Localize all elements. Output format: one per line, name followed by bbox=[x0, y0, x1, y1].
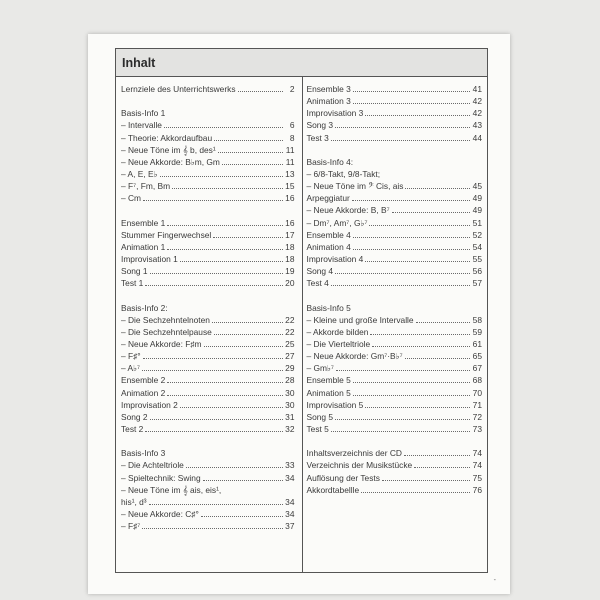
toc-title: Inhalt bbox=[122, 55, 156, 70]
dot-leader bbox=[353, 84, 470, 92]
toc-entry bbox=[121, 144, 295, 156]
dot-leader bbox=[145, 424, 282, 432]
toc-right-column bbox=[302, 77, 488, 572]
toc-entry-page: 44 bbox=[472, 132, 482, 143]
toc-entry bbox=[121, 241, 295, 253]
toc-entry bbox=[121, 192, 295, 204]
dot-leader bbox=[353, 388, 470, 396]
dot-leader bbox=[201, 509, 283, 517]
toc-entry bbox=[307, 241, 483, 253]
page-corner-mark: - bbox=[493, 577, 496, 584]
dot-leader bbox=[180, 400, 283, 408]
toc-entry-page: 34 bbox=[285, 508, 295, 519]
toc-entry-title: – 6/8-Takt, 9/8-Takt; bbox=[306, 168, 381, 179]
dot-leader bbox=[405, 351, 470, 359]
toc-columns bbox=[116, 77, 487, 572]
toc-entry-page: 59 bbox=[472, 326, 482, 337]
toc-entry-page: 11 bbox=[285, 144, 295, 155]
dot-leader bbox=[353, 375, 470, 383]
toc-entry-page: 67 bbox=[472, 363, 482, 374]
toc-entry-title: – Gm♭⁷ bbox=[306, 363, 334, 374]
toc-entry bbox=[121, 277, 295, 289]
toc-entry bbox=[121, 229, 295, 241]
dot-leader bbox=[365, 400, 470, 408]
toc-entry-page: 75 bbox=[472, 472, 482, 483]
toc-entry bbox=[307, 277, 483, 289]
toc-entry-title: Test 3 bbox=[306, 132, 329, 143]
toc-entry-page: 71 bbox=[472, 399, 482, 410]
dot-leader bbox=[335, 266, 470, 274]
dot-leader bbox=[335, 120, 470, 128]
dot-leader bbox=[167, 388, 282, 396]
toc-entry bbox=[307, 156, 483, 168]
toc-entry-page: 15 bbox=[285, 181, 295, 192]
toc-entry-title: Verzeichnis der Musikstücke bbox=[306, 460, 413, 471]
toc-entry-title: – Die Achteltriole bbox=[121, 460, 184, 471]
toc-entry-page: 11 bbox=[285, 156, 295, 167]
toc-entry bbox=[307, 192, 483, 204]
toc-entry bbox=[307, 95, 483, 107]
toc-entry bbox=[121, 168, 295, 180]
toc-entry bbox=[121, 374, 295, 386]
toc-entry-title: – Kleine und große Intervalle bbox=[306, 314, 414, 325]
toc-entry-page: 70 bbox=[472, 387, 482, 398]
toc-entry bbox=[121, 411, 295, 423]
toc-entry-title: – F⁷, Fm, Bm bbox=[121, 181, 171, 192]
toc-entry bbox=[307, 374, 483, 386]
toc-entry bbox=[307, 168, 483, 180]
toc-entry-title: Song 5 bbox=[306, 411, 334, 422]
toc-entry bbox=[307, 204, 483, 216]
toc-entry bbox=[307, 411, 483, 423]
toc-entry-title: – F♯⁷ bbox=[121, 521, 141, 532]
toc-entry bbox=[307, 387, 483, 399]
toc-entry-page: 34 bbox=[285, 472, 295, 483]
toc-entry-title: Test 1 bbox=[121, 278, 144, 289]
toc-entry-title: – Neue Akkorde: F♯m bbox=[121, 338, 202, 349]
toc-entry bbox=[121, 520, 295, 532]
toc-entry-page: 30 bbox=[285, 387, 295, 398]
toc-entry-page: 8 bbox=[289, 132, 295, 143]
toc-entry-title: – Neue Akkorde: C♯° bbox=[121, 508, 199, 519]
toc-entry bbox=[121, 362, 295, 374]
dot-leader bbox=[150, 412, 283, 420]
dot-leader bbox=[218, 145, 283, 153]
dot-leader bbox=[331, 133, 470, 141]
toc-entry-page: 37 bbox=[285, 521, 295, 532]
toc-entry bbox=[307, 180, 483, 192]
toc-entry bbox=[121, 472, 295, 484]
toc-entry-page: 20 bbox=[285, 278, 295, 289]
dot-leader bbox=[150, 266, 283, 274]
toc-entry-title: – Die Sechzehntelnoten bbox=[121, 314, 210, 325]
toc-entry-page: 49 bbox=[472, 193, 482, 204]
toc-entry-title: Animation 1 bbox=[121, 241, 166, 252]
toc-entry-page: 41 bbox=[472, 84, 482, 94]
dot-leader bbox=[392, 205, 470, 213]
toc-entry-page: 55 bbox=[472, 253, 482, 264]
toc-entry bbox=[121, 156, 295, 168]
toc-entry-title: – F♯° bbox=[121, 351, 141, 362]
toc-entry bbox=[307, 229, 483, 241]
toc-entry-page: 52 bbox=[472, 229, 482, 240]
dot-leader bbox=[352, 193, 470, 201]
toc-entry-title: – Spieltechnik: Swing bbox=[121, 472, 201, 483]
toc-entry-page: 6 bbox=[289, 120, 295, 131]
dot-leader bbox=[204, 339, 283, 347]
toc-entry-page: 2 bbox=[289, 84, 295, 94]
toc-entry-title: – Neue Töne im 𝄢 Cis, ais bbox=[306, 181, 404, 192]
toc-entry bbox=[307, 326, 483, 338]
book-page bbox=[88, 34, 510, 594]
dot-leader bbox=[172, 181, 282, 189]
toc-entry bbox=[307, 107, 483, 119]
dot-leader bbox=[405, 181, 470, 189]
toc-entry bbox=[307, 423, 483, 435]
dot-leader bbox=[335, 412, 470, 420]
toc-entry-title: Ensemble 5 bbox=[306, 375, 351, 386]
dot-leader bbox=[143, 351, 283, 359]
toc-entry bbox=[121, 508, 295, 520]
toc-entry-page: 51 bbox=[472, 217, 482, 228]
toc-entry-title: – Die Vierteltriole bbox=[306, 338, 371, 349]
dot-leader bbox=[370, 327, 470, 335]
toc-entry-page: 74 bbox=[472, 448, 482, 459]
toc-entry-title: Inhaltsverzeichnis der CD bbox=[306, 448, 402, 459]
toc-entry-title: Song 1 bbox=[121, 266, 148, 277]
toc-entry-page: 32 bbox=[285, 423, 295, 434]
toc-entry bbox=[121, 132, 295, 144]
dot-leader bbox=[167, 218, 282, 226]
toc-entry-page: 22 bbox=[285, 314, 295, 325]
toc-entry-page: 61 bbox=[472, 338, 482, 349]
toc-entry bbox=[307, 338, 483, 350]
toc-entry-title: – A♭⁷ bbox=[121, 363, 141, 374]
toc-entry-title: Basis-Info 3 bbox=[121, 448, 166, 459]
dot-leader bbox=[331, 424, 470, 432]
toc-entry bbox=[307, 459, 483, 471]
toc-entry-title: Animation 4 bbox=[306, 241, 351, 252]
dot-leader bbox=[149, 497, 283, 505]
dot-leader bbox=[164, 120, 283, 128]
toc-entry-title: Basis-Info 5 bbox=[306, 302, 351, 313]
toc-entry-title: Ensemble 4 bbox=[306, 229, 351, 240]
toc-entry-page: 72 bbox=[472, 411, 482, 422]
toc-entry-title: – Dm⁷, Am⁷, G♭⁷ bbox=[306, 217, 368, 228]
toc-entry-page: 74 bbox=[472, 460, 482, 471]
toc-entry-title: Ensemble 3 bbox=[306, 84, 351, 94]
toc-entry bbox=[307, 399, 483, 411]
toc-entry-page: 29 bbox=[285, 363, 295, 374]
toc-entry-page: 45 bbox=[472, 181, 482, 192]
toc-entry bbox=[121, 265, 295, 277]
dot-leader bbox=[145, 278, 282, 286]
toc-entry-page: 56 bbox=[472, 266, 482, 277]
toc-entry bbox=[121, 119, 295, 131]
toc-entry bbox=[121, 314, 295, 326]
toc-entry-page: 18 bbox=[285, 241, 295, 252]
dot-leader bbox=[369, 218, 470, 226]
toc-entry bbox=[121, 302, 295, 314]
toc-left-column bbox=[116, 77, 302, 572]
toc-entry-title: Improvisation 3 bbox=[306, 108, 364, 119]
dot-leader bbox=[213, 230, 282, 238]
toc-entry-title: his¹, d³ bbox=[121, 496, 147, 507]
toc-entry bbox=[121, 447, 295, 459]
toc-entry bbox=[307, 132, 483, 144]
toc-entry bbox=[307, 217, 483, 229]
dot-leader bbox=[203, 473, 283, 481]
toc-entry-title: Ensemble 2 bbox=[121, 375, 166, 386]
toc-entry-title: Basis-Info 1 bbox=[121, 108, 166, 119]
toc-entry-page: 28 bbox=[285, 375, 295, 386]
toc-entry-title: Improvisation 5 bbox=[306, 399, 364, 410]
toc-entry-title: – Akkorde bilden bbox=[306, 326, 369, 337]
dot-leader bbox=[238, 84, 283, 92]
toc-entry-page: 18 bbox=[285, 253, 295, 264]
toc-entry-title: Improvisation 1 bbox=[121, 253, 178, 264]
toc-entry bbox=[121, 350, 295, 362]
toc-entry-page: 13 bbox=[285, 168, 295, 179]
toc-entry-page: 73 bbox=[472, 423, 482, 434]
toc-entry-title: Song 3 bbox=[306, 120, 334, 131]
toc-entry-title: Basis-Info 4: bbox=[306, 156, 354, 167]
toc-entry bbox=[307, 350, 483, 362]
dot-leader bbox=[160, 169, 283, 177]
toc-entry bbox=[121, 83, 295, 95]
toc-entry-page: 65 bbox=[472, 351, 482, 362]
toc-entry bbox=[121, 253, 295, 265]
toc-entry bbox=[121, 326, 295, 338]
toc-entry-page: 34 bbox=[285, 496, 295, 507]
toc-entry-title: – Neue Akkorde: B, B⁷ bbox=[306, 205, 390, 216]
toc-entry bbox=[307, 472, 483, 484]
toc-entry-title: Ensemble 1 bbox=[121, 217, 166, 228]
dot-leader bbox=[353, 230, 470, 238]
dot-leader bbox=[372, 339, 470, 347]
dot-leader bbox=[142, 521, 282, 529]
toc-entry bbox=[307, 83, 483, 95]
toc-entry-page: 27 bbox=[285, 351, 295, 362]
toc-entry-title: Song 2 bbox=[121, 411, 148, 422]
dot-leader bbox=[365, 108, 470, 116]
dot-leader bbox=[416, 315, 470, 323]
toc-entry bbox=[307, 253, 483, 265]
toc-entry-page: 16 bbox=[285, 217, 295, 228]
toc-entry bbox=[307, 484, 483, 496]
toc-entry-page: 43 bbox=[472, 120, 482, 131]
toc-entry bbox=[121, 338, 295, 350]
toc-entry-title: – Die Sechzehntelpause bbox=[121, 326, 212, 337]
toc-entry bbox=[307, 119, 483, 131]
toc-entry-title: – Theorie: Akkordaufbau bbox=[121, 132, 213, 143]
dot-leader bbox=[214, 327, 283, 335]
toc-entry-title: Improvisation 2 bbox=[121, 399, 178, 410]
toc-entry-title: Song 4 bbox=[306, 266, 334, 277]
toc-entry bbox=[307, 302, 483, 314]
toc-entry bbox=[307, 447, 483, 459]
toc-entry-title: – Cm bbox=[121, 193, 142, 204]
toc-entry-title: Test 2 bbox=[121, 423, 144, 434]
dot-leader bbox=[353, 242, 470, 250]
toc-entry-page: 58 bbox=[472, 314, 482, 325]
toc-entry-page: 33 bbox=[285, 460, 295, 471]
toc-entry-title: – Neue Akkorde: Gm⁷·B♭⁷ bbox=[306, 351, 403, 362]
toc-entry bbox=[307, 362, 483, 374]
dot-leader bbox=[365, 254, 470, 262]
toc-entry-page: 31 bbox=[285, 411, 295, 422]
toc-entry bbox=[307, 265, 483, 277]
toc-entry-title: – A, E, E♭ bbox=[121, 168, 158, 179]
toc-entry-title: Stummer Fingerwechsel bbox=[121, 229, 212, 240]
dot-leader bbox=[143, 193, 282, 201]
dot-leader bbox=[414, 460, 470, 468]
toc-entry-page: 54 bbox=[472, 241, 482, 252]
dot-leader bbox=[167, 242, 282, 250]
toc-entry bbox=[121, 107, 295, 119]
toc-entry bbox=[121, 496, 295, 508]
toc-entry-title: Auflösung der Tests bbox=[306, 472, 380, 483]
toc-entry-page: 19 bbox=[285, 266, 295, 277]
toc-entry-title: – Neue Töne im 𝄞 b, des¹ bbox=[121, 144, 216, 155]
toc-entry-page: 68 bbox=[472, 375, 482, 386]
toc-entry-page: 30 bbox=[285, 399, 295, 410]
dot-leader bbox=[214, 133, 282, 141]
dot-leader bbox=[180, 254, 283, 262]
toc-entry-page: 42 bbox=[472, 96, 482, 107]
toc-frame bbox=[115, 48, 488, 573]
dot-leader bbox=[353, 96, 470, 104]
toc-entry-title: Basis-Info 2: bbox=[121, 302, 168, 313]
toc-entry-title: – Neue Töne im 𝄞 ais, eis¹, bbox=[121, 484, 222, 495]
toc-entry bbox=[121, 423, 295, 435]
toc-entry-title: Test 4 bbox=[306, 278, 329, 289]
dot-leader bbox=[222, 157, 283, 165]
toc-entry-title: Arpeggiatur bbox=[306, 193, 350, 204]
toc-entry-page: 42 bbox=[472, 108, 482, 119]
toc-entry-page: 25 bbox=[285, 338, 295, 349]
dot-leader bbox=[142, 363, 282, 371]
dot-leader bbox=[186, 460, 283, 468]
toc-entry-title: Animation 2 bbox=[121, 387, 166, 398]
toc-entry-title: Animation 5 bbox=[306, 387, 351, 398]
dot-leader bbox=[382, 473, 470, 481]
toc-entry bbox=[121, 180, 295, 192]
toc-header bbox=[116, 49, 487, 77]
toc-entry-page: 17 bbox=[285, 229, 295, 240]
toc-entry bbox=[121, 399, 295, 411]
toc-entry-page: 22 bbox=[285, 326, 295, 337]
dot-leader bbox=[361, 485, 470, 493]
toc-entry bbox=[121, 484, 295, 496]
toc-entry-title: Akkordtabellle bbox=[306, 484, 360, 495]
toc-entry-page: 76 bbox=[472, 484, 482, 495]
dot-leader bbox=[331, 278, 470, 286]
toc-entry-page: 49 bbox=[472, 205, 482, 216]
toc-entry-title: Lernziele des Unterrichtswerks bbox=[121, 84, 236, 94]
dot-leader bbox=[212, 315, 283, 323]
toc-entry-title: Animation 3 bbox=[306, 96, 351, 107]
toc-entry bbox=[307, 314, 483, 326]
toc-entry bbox=[121, 459, 295, 471]
toc-entry bbox=[121, 217, 295, 229]
toc-entry-title: – Neue Akkorde: B♭m, Gm bbox=[121, 156, 220, 167]
toc-entry-title: Improvisation 4 bbox=[306, 253, 364, 264]
toc-entry-page: 57 bbox=[472, 278, 482, 289]
toc-entry-page: 16 bbox=[285, 193, 295, 204]
dot-leader bbox=[336, 363, 470, 371]
toc-entry-title: Test 5 bbox=[306, 423, 329, 434]
toc-entry-title: – Intervalle bbox=[121, 120, 162, 131]
dot-leader bbox=[404, 448, 470, 456]
toc-entry bbox=[121, 387, 295, 399]
dot-leader bbox=[167, 375, 282, 383]
